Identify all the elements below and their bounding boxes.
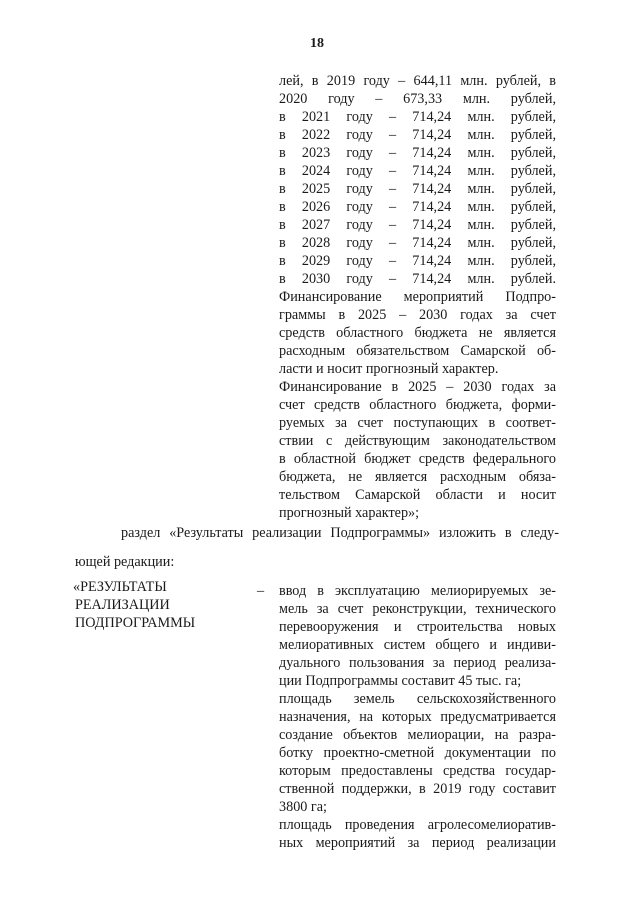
funding-line: в 2025 году – 714,24 млн. рублей,	[279, 181, 556, 197]
results-line: ботку проектно-сметной документации по	[279, 745, 556, 761]
instruction-line: раздел «Результаты реализации Подпрограммы» изложить в следу-	[121, 525, 559, 541]
results-line: ввод в эксплуатацию мелиорируемых зе-	[279, 583, 556, 599]
funding-line: в областной бюджет средств федерального	[279, 451, 556, 467]
funding-line: тельством Самарской области и носит	[279, 487, 556, 503]
funding-line: руемых за счет поступающих в соответ-	[279, 415, 556, 431]
funding-line: Финансирование в 2025 – 2030 годах за	[279, 379, 556, 395]
results-line: мель за счет реконструкции, технического	[279, 601, 556, 617]
funding-line: Финансирование мероприятий Подпро-	[279, 289, 556, 305]
funding-line: граммы в 2025 – 2030 годах за счет	[279, 307, 556, 323]
results-line: мелиоративных систем общего и индиви-	[279, 637, 556, 653]
funding-line: ласти и носит прогнозный характер.	[279, 361, 499, 377]
funding-line: бюджета, не является расходным обяза-	[279, 469, 556, 485]
results-line: ных мероприятий за период реализации	[279, 835, 556, 851]
funding-line: в 2022 году – 714,24 млн. рублей,	[279, 127, 556, 143]
results-line: перевооружения и строительства новых	[279, 619, 556, 635]
funding-line: в 2023 году – 714,24 млн. рублей,	[279, 145, 556, 161]
results-line: 3800 га;	[279, 799, 327, 815]
funding-line: в 2021 году – 714,24 млн. рублей,	[279, 109, 556, 125]
results-line: дуального пользования за период реализа-	[279, 655, 556, 671]
results-line: площадь проведения агролесомелиоратив-	[279, 817, 556, 833]
results-dash: –	[257, 583, 265, 599]
funding-line: в 2027 году – 714,24 млн. рублей,	[279, 217, 556, 233]
results-line: площадь земель сельскохозяйственного	[279, 691, 556, 707]
funding-line: ствии с действующим законодательством	[279, 433, 556, 449]
results-heading-line: «РЕЗУЛЬТАТЫ	[73, 579, 167, 595]
results-line: назначения, на которых предусматривается	[279, 709, 556, 725]
funding-line: в 2028 году – 714,24 млн. рублей,	[279, 235, 556, 251]
funding-line: 2020 году – 673,33 млн. рублей,	[279, 91, 556, 107]
funding-line: расходным обязательством Самарской об-	[279, 343, 556, 359]
results-line: создание объектов мелиорации, на разра-	[279, 727, 556, 743]
funding-line: прогнозный характер»;	[279, 505, 420, 521]
funding-line: средств областного бюджета не является	[279, 325, 556, 341]
funding-line: в 2026 году – 714,24 млн. рублей,	[279, 199, 556, 215]
funding-line: в 2029 году – 714,24 млн. рублей,	[279, 253, 556, 269]
results-heading-line: ПОДПРОГРАММЫ	[75, 615, 196, 631]
instruction-line: ющей редакции:	[75, 554, 175, 570]
results-line: ции Подпрограммы составит 45 тыс. га;	[279, 673, 522, 689]
funding-line: в 2024 году – 714,24 млн. рублей,	[279, 163, 556, 179]
page-number: 18	[310, 36, 324, 51]
results-line: ственной поддержки, в 2019 году составит	[279, 781, 556, 797]
funding-line: лей, в 2019 году – 644,11 млн. рублей, в	[279, 73, 556, 89]
results-heading-line: РЕАЛИЗАЦИИ	[75, 597, 170, 613]
results-line: которым предоставлены средства государ-	[279, 763, 556, 779]
funding-line: счет средств областного бюджета, форми-	[279, 397, 556, 413]
funding-line: в 2030 году – 714,24 млн. рублей.	[279, 271, 556, 287]
